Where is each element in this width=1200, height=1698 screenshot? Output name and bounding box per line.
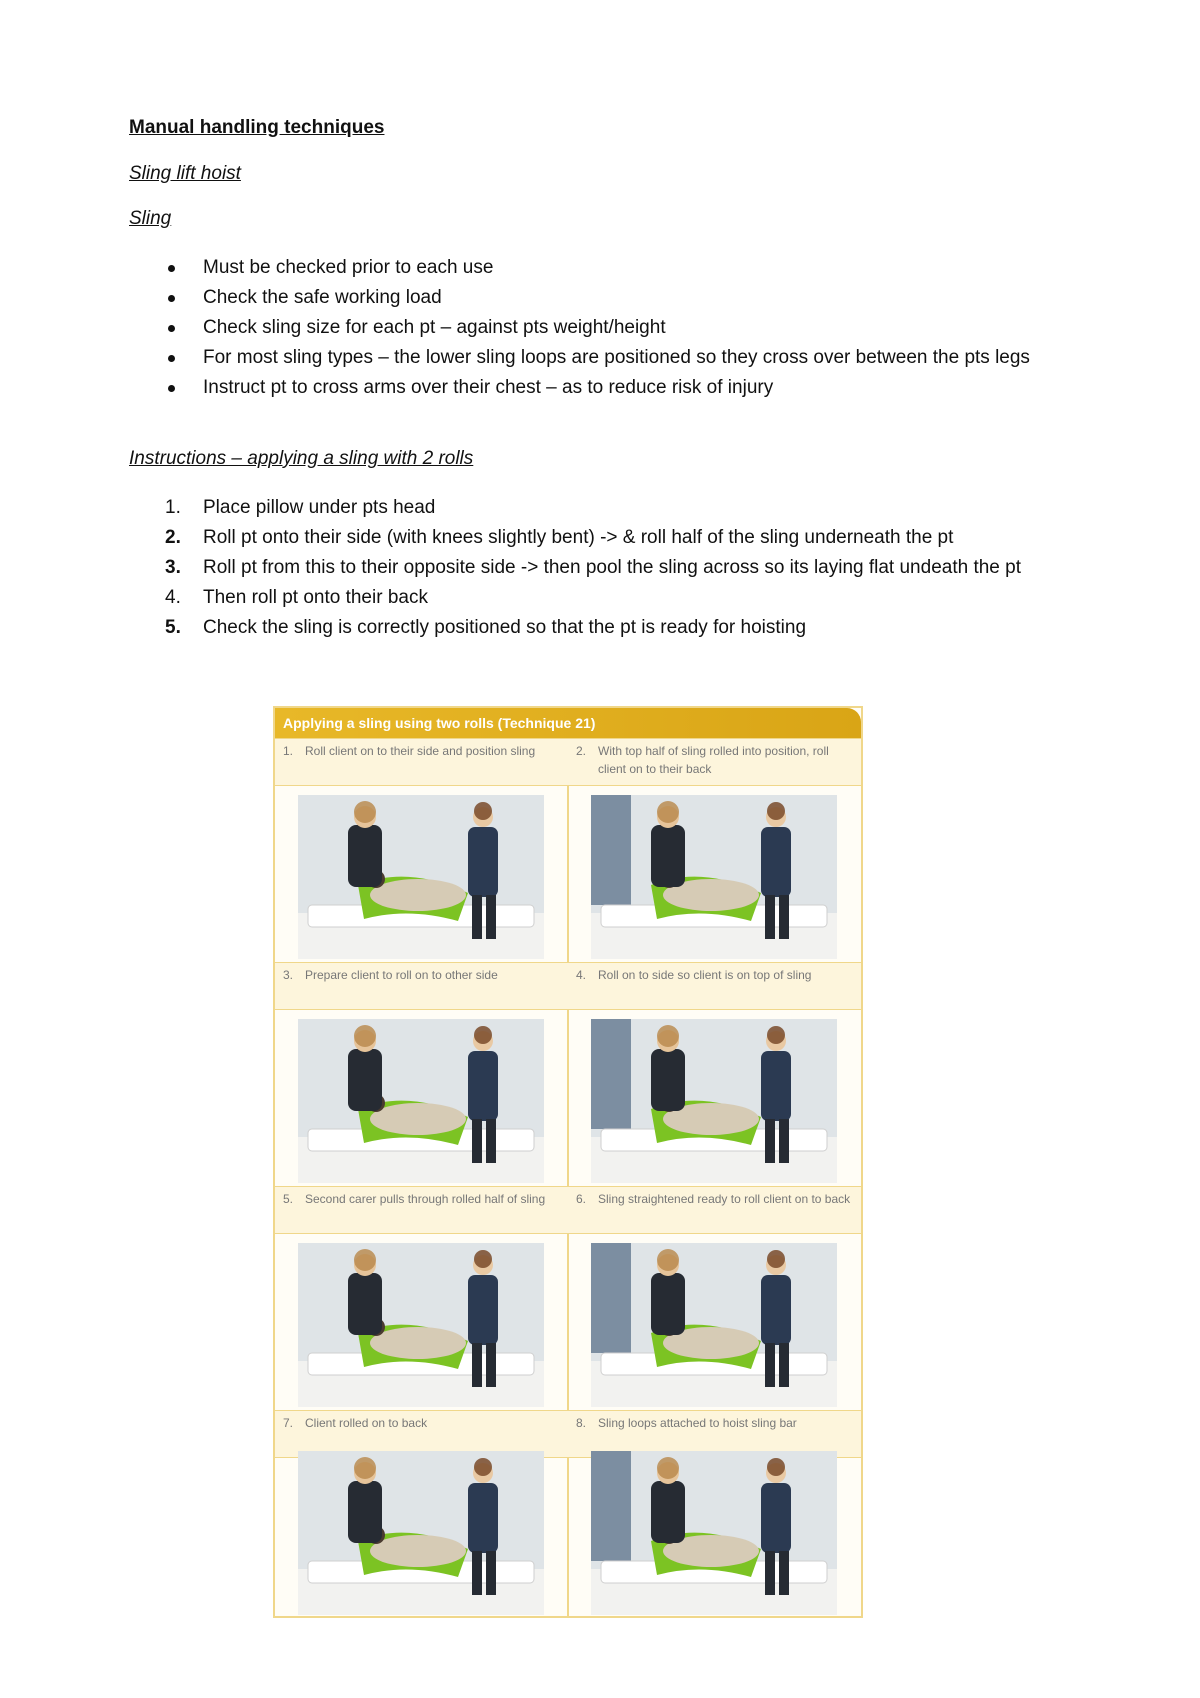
photo-step-1 — [298, 795, 544, 959]
instructions-list — [129, 493, 1089, 643]
bullet-icon — [168, 265, 175, 272]
bullet-icon — [168, 295, 175, 302]
list-item: 2. Roll pt onto their side (with knees slightly bent) -> & roll half of the sling underneath the pt — [165, 527, 954, 548]
list-item: 1. Place pillow under pts head — [165, 497, 436, 518]
figure-caption: 2. With top half of sling rolled into position, roll client on to their back — [568, 738, 861, 786]
figure-caption: 7. Client rolled on to back — [275, 1410, 568, 1458]
figure-caption: 1. Roll client on to their side and position sling — [275, 738, 568, 786]
figure-caption: 8. Sling loops attached to hoist sling bar — [568, 1410, 861, 1458]
page-title: Manual handling techniques — [129, 117, 385, 138]
list-item: Instruct pt to cross arms over their chest – as to reduce risk of injury — [129, 373, 1089, 403]
sling-bullet-list — [129, 253, 1089, 403]
figure-caption: 6. Sling straightened ready to roll client on to back — [568, 1186, 861, 1234]
bullet-icon — [168, 355, 175, 362]
section-heading-sling: Sling — [129, 208, 172, 229]
list-item: 3. Roll pt from this to their opposite side -> then pool the sling across so its laying flat undeath the pt — [165, 557, 1021, 578]
figure-caption: 4. Roll on to side so client is on top of sling — [568, 962, 861, 1010]
technique-figure — [273, 706, 863, 1618]
list-item: For most sling types – the lower sling loops are positioned so they cross over between the pts legs — [129, 343, 1089, 373]
photo-step-6 — [591, 1243, 837, 1407]
photo-step-8 — [591, 1451, 837, 1615]
section-heading-instructions: Instructions – applying a sling with 2 rolls — [129, 448, 474, 469]
photo-step-3 — [298, 1019, 544, 1183]
list-item: Check sling size for each pt – against pts weight/height — [129, 313, 1089, 343]
figure-caption: 3. Prepare client to roll on to other side — [275, 962, 568, 1010]
list-item: Check the safe working load — [129, 283, 1089, 313]
photo-step-2 — [591, 795, 837, 959]
figure-title: Applying a sling using two rolls (Technique 21) — [275, 708, 861, 738]
section-heading-sling-lift-hoist: Sling lift hoist — [129, 163, 241, 184]
bullet-icon — [168, 385, 175, 392]
figure-caption: 5. Second carer pulls through rolled half of sling — [275, 1186, 568, 1234]
photo-step-7 — [298, 1451, 544, 1615]
photo-step-5 — [298, 1243, 544, 1407]
list-item: 4. Then roll pt onto their back — [165, 587, 428, 608]
bullet-icon — [168, 325, 175, 332]
list-item: Must be checked prior to each use — [129, 253, 1089, 283]
photo-step-4 — [591, 1019, 837, 1183]
list-item: 5. Check the sling is correctly positioned so that the pt is ready for hoisting — [165, 617, 807, 638]
